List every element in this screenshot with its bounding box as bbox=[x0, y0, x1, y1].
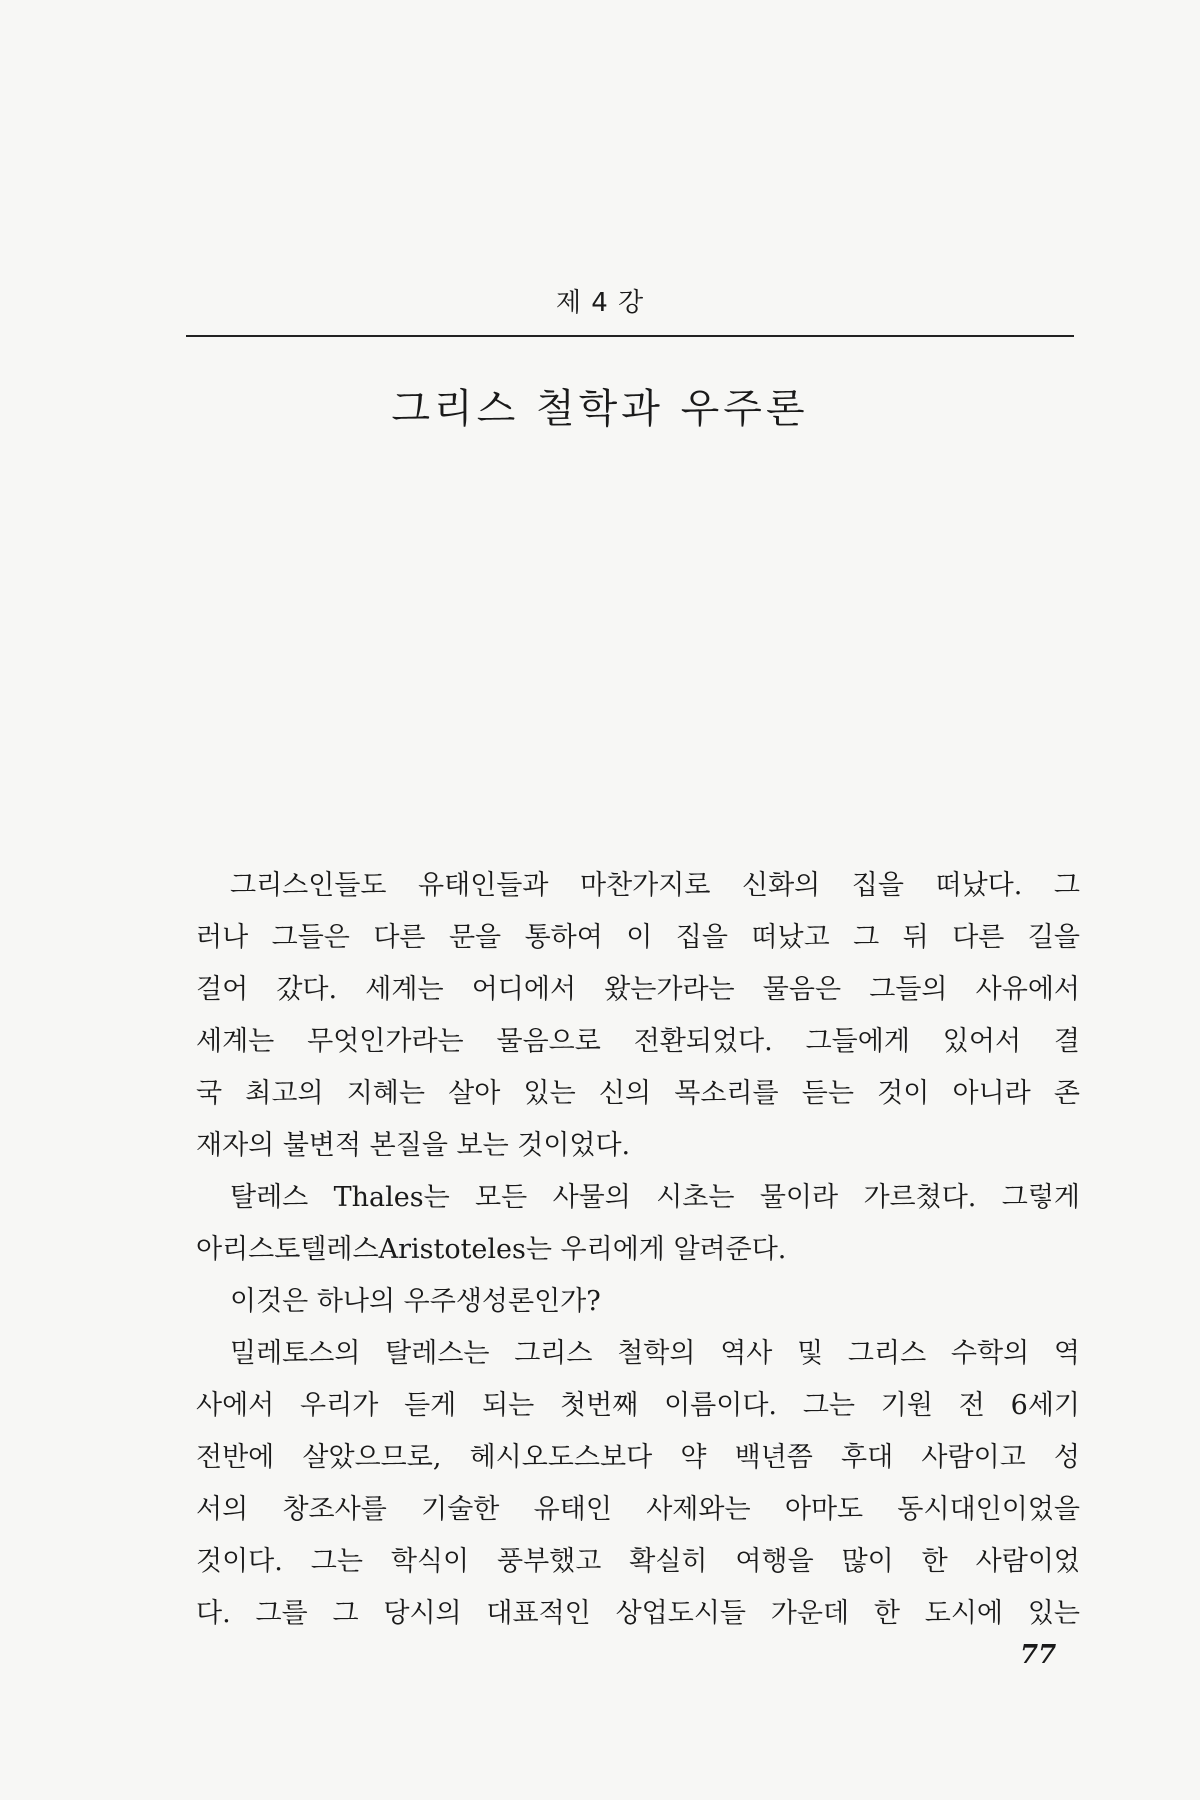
text-line: 서의 창조사를 기술한 유태인 사제와는 아마도 동시대인이었을 bbox=[196, 1494, 1080, 1525]
text-line: 국 최고의 지혜는 살아 있는 신의 목소리를 듣는 것이 아니라 존 bbox=[196, 1078, 1080, 1109]
text-line: 러나 그들은 다른 문을 통하여 이 집을 떠났고 그 뒤 다른 길을 bbox=[196, 922, 1080, 953]
text-line: 밀레토스의 탈레스는 그리스 철학의 역사 및 그리스 수학의 역 bbox=[230, 1338, 1080, 1369]
text-line: 그리스인들도 유태인들과 마찬가지로 신화의 집을 떠났다. 그 bbox=[230, 870, 1080, 901]
text-line: 전반에 살았으므로, 헤시오도스보다 약 백년쯤 후대 사람이고 성 bbox=[196, 1442, 1080, 1473]
text-line: 재자의 불변적 본질을 보는 것이었다. bbox=[196, 1130, 631, 1161]
chapter-label: 제 4 강 bbox=[555, 288, 645, 318]
page-number: 77 bbox=[1020, 1640, 1057, 1670]
text-line: 사에서 우리가 듣게 되는 첫번째 이름이다. 그는 기원 전 6세기 bbox=[196, 1390, 1080, 1421]
chapter-title: 그리스 철학과 우주론 bbox=[391, 385, 809, 432]
text-line: 탈레스 Thales는 모든 사물의 시초는 물이라 가르쳤다. 그렇게 bbox=[230, 1182, 1080, 1213]
text-line: 걸어 갔다. 세계는 어디에서 왔는가라는 물음은 그들의 사유에서 bbox=[196, 974, 1080, 1005]
text-line: 이것은 하나의 우주생성론인가? bbox=[230, 1286, 601, 1317]
body-text bbox=[196, 860, 1080, 1640]
text-line: 아리스토텔레스Aristoteles는 우리에게 알려준다. bbox=[196, 1234, 787, 1265]
text-line: 세계는 무엇인가라는 물음으로 전환되었다. 그들에게 있어서 결 bbox=[196, 1026, 1080, 1057]
text-line: 것이다. 그는 학식이 풍부했고 확실히 여행을 많이 한 사람이었 bbox=[196, 1546, 1080, 1577]
text-line: 다. 그를 그 당시의 대표적인 상업도시들 가운데 한 도시에 있는 bbox=[196, 1598, 1080, 1629]
chapter-divider bbox=[186, 335, 1074, 337]
